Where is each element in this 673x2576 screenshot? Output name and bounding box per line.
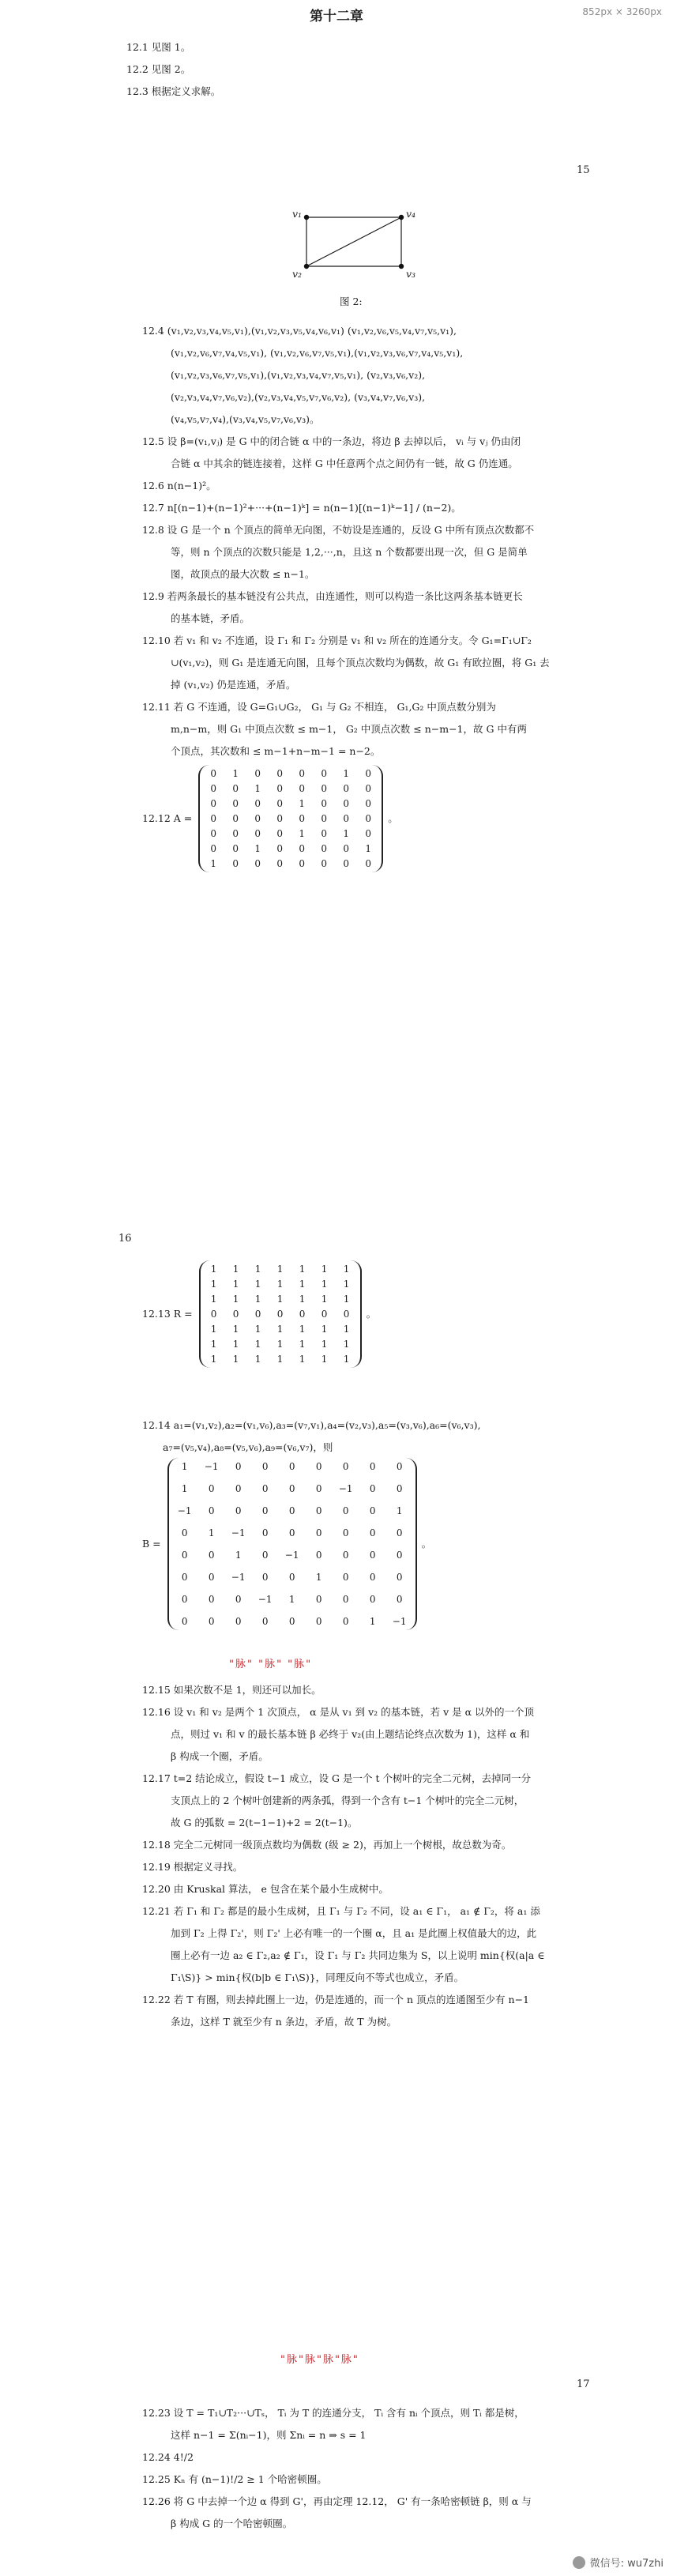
matrix-cell: 0 [261,1616,269,1627]
matrix-cell: 0 [208,1594,215,1605]
answers-block-1 [126,36,616,103]
matrix-cell: −1 [258,1594,273,1605]
matrix-cell: 0 [315,1616,322,1627]
matrix-cell: 0 [396,1527,403,1538]
answer-line: 12.6 n(n−1)²。 [142,480,216,491]
matrix-cell: 1 [343,768,350,779]
answer-line: 12.26 将 G 中去掉一个边 α 得到 G'，再由定理 12.12， G' 有一条哈密顿链 β，则 α 与 [142,2495,532,2507]
matrix-cell: 0 [254,1309,261,1320]
matrix-a-label: 12.12 A = [142,812,193,824]
matrix-cell: 1 [276,1294,284,1305]
matrix-cell: 1 [321,1294,328,1305]
matrix-cell: 1 [181,1461,188,1472]
answer-line: 掉 (v₁,v₂) 仍是连通，矛盾。 [171,679,296,691]
matrix-cell: 1 [210,858,217,869]
matrix-cell: 1 [254,843,261,854]
matrix-cell: 1 [232,768,239,779]
matrix-cell: −1 [177,1505,192,1516]
matrix-cell: 0 [342,1461,349,1472]
matrix-cell: 1 [299,1279,306,1290]
matrix-cell: 0 [315,1594,322,1605]
matrix-cell: 1 [181,1483,188,1494]
vertex-v3 [399,264,404,269]
answer-line: (v₄,v₅,v₇,v₄),(v₃,v₄,v₅,v₇,v₆,v₃)。 [171,413,320,425]
matrix-cell: 1 [315,1572,322,1583]
answer-line: 条边，这样 T 就至少有 n 条边，矛盾，故 T 为树。 [171,2016,397,2028]
matrix-cell: 0 [276,783,284,794]
matrix-cell: 0 [261,1505,269,1516]
matrix-cell: 1 [369,1616,376,1627]
matrix-cell: 1 [343,1339,350,1350]
vertex-v4 [399,215,404,220]
matrix-cell: 0 [343,813,350,824]
answer-line: 12.7 n[(n−1)+(n−1)²+···+(n−1)ᵏ] = n(n−1)[(n−1)ᵏ−1] / (n−2)。 [142,502,461,514]
answer-line: 的基本链，矛盾。 [171,612,250,624]
matrix-cell: 0 [343,783,350,794]
matrix-cell: 0 [321,1309,328,1320]
answer-line: 12.1 见图 1。 [126,41,191,53]
answer-line: 12.24 4!/2 [142,2451,194,2463]
answers-block-2 [142,320,624,763]
label-v1: v₁ [292,208,303,220]
answer-line: a₇=(v₅,v₄),a₈=(v₅,v₆),a₉=(v₆,v₇)，则 [163,1441,333,1453]
matrix-cell: 1 [210,1354,217,1365]
matrix-cell: 1 [299,828,306,839]
matrix-cell: 0 [210,843,217,854]
matrix-cell: 1 [210,1279,217,1290]
matrix-cell: 0 [181,1594,188,1605]
matrix-cell: 0 [210,828,217,839]
matrix-cell: 1 [232,1294,239,1305]
matrix-cell: 0 [288,1572,295,1583]
page-number-17: 17 [577,2378,590,2390]
matrix-cell: 0 [321,858,328,869]
matrix-b [167,1458,417,1630]
matrix-a [198,765,383,872]
matrix-cell: 0 [342,1616,349,1627]
matrix-cell: 1 [299,1339,306,1350]
matrix-cell: 1 [396,1505,403,1516]
matrix-cell: 1 [232,1354,239,1365]
matrix-r-suffix: 。 [366,1308,377,1320]
matrix-cell: −1 [392,1616,407,1627]
answer-line: 12.4 (v₁,v₂,v₃,v₄,v₅,v₁),(v₁,v₂,v₃,v₅,v₄,v₆,v₁) (v₁,v₂,v₆,v₅,v₄,v₇,v₅,v₁), [142,325,457,337]
label-v4: v₄ [406,208,416,220]
matrix-cell: 1 [235,1550,242,1561]
answer-line: 12.21 若 Γ₁ 和 Γ₂ 都是的最小生成树，且 Γ₁ 与 Γ₂ 不同，设 a₁ ∈ Γ₁， a₁ ∉ Γ₂，将 a₁ 添 [142,1905,540,1917]
matrix-cell: 0 [235,1461,242,1472]
matrix-cell: 0 [254,828,261,839]
matrix-cell: 0 [210,798,217,809]
matrix-cell: 0 [299,783,306,794]
matrix-cell: 0 [365,813,372,824]
matrix-cell: −1 [338,1483,353,1494]
matrix-cell: 0 [369,1594,376,1605]
matrix-cell: 0 [235,1594,242,1605]
matrix-cell: 1 [254,1324,261,1335]
matrix-cell: 0 [254,798,261,809]
matrix-cell: 0 [369,1550,376,1561]
matrix-cell: 0 [342,1505,349,1516]
matrix-cell: 0 [321,813,328,824]
matrix-cell: 1 [210,1324,217,1335]
matrix-cell: 1 [321,1324,328,1335]
answers-block-5 [142,2402,624,2535]
matrix-cell: 0 [321,768,328,779]
matrix-cell: 0 [208,1550,215,1561]
matrix-cell: 1 [276,1264,284,1275]
matrix-cell: 1 [321,1339,328,1350]
matrix-cell: 0 [369,1572,376,1583]
matrix-cell: 1 [254,1294,261,1305]
matrix-cell: 0 [208,1616,215,1627]
matrix-cell: 1 [232,1279,239,1290]
matrix-cell: 0 [369,1483,376,1494]
matrix-cell: 1 [343,1324,350,1335]
matrix-cell: 0 [365,783,372,794]
matrix-cell: 0 [276,798,284,809]
matrix-cell: 0 [396,1594,403,1605]
matrix-cell: 0 [232,858,239,869]
matrix-cell: 0 [365,768,372,779]
matrix-b-suffix: 。 [421,1538,432,1550]
answer-line: β 构成 G 的一个哈密顿圈。 [171,2518,293,2529]
matrix-cell: 1 [254,1279,261,1290]
matrix-cell: 0 [254,768,261,779]
matrix-cell: −1 [284,1550,299,1561]
matrix-cell: 0 [254,858,261,869]
answer-line: 12.5 设 β=(v₁,vⱼ) 是 G 中的闭合链 α 中的一条边，将边 β 去掉以后， vᵢ 与 vⱼ 仍由闭 [142,435,521,447]
matrix-cell: 0 [299,813,306,824]
answer-line: 12.17 t=2 结论成立，假设 t−1 成立，设 G 是一个 t 个树叶的完全二元树，去掉同一分 [142,1772,531,1784]
matrix-cell: 0 [261,1550,269,1561]
answer-line: 这样 n−1 = Σ(nᵢ−1)，则 Σnᵢ = n ⇒ s = 1 [171,2429,367,2441]
matrix-cell: 0 [261,1572,269,1583]
answer-line: Γ₁\S)} > min{权(b|b ∈ Γ₁\S)}，同理反向不等式也成立，矛盾。 [171,1972,464,1983]
answer-line: (v₁,v₂,v₆,v₇,v₄,v₅,v₁), (v₁,v₂,v₆,v₇,v₅,v₁),(v₁,v₂,v₃,v₆,v₇,v₄,v₅,v₁), [171,347,464,359]
matrix-cell: 0 [365,798,372,809]
matrix-cell: 0 [342,1550,349,1561]
matrix-cell: 0 [210,813,217,824]
matrix-cell: 1 [276,1324,284,1335]
matrix-cell: 0 [181,1572,188,1583]
matrix-cell: 1 [299,1264,306,1275]
matrix-a-block [142,765,398,872]
red-annotation-marks-row: "脉"脉"脉"脉" [280,2354,359,2366]
watermark-text: 微信号: wu7zhi [589,2558,664,2570]
matrix-cell: 0 [288,1527,295,1538]
matrix-r [199,1260,362,1368]
figure-caption: 图 2: [340,296,363,307]
answer-line: β 构成一个圈，矛盾。 [171,1750,269,1762]
answer-line: 12.3 根据定义求解。 [126,85,221,97]
answer-line: 12.10 若 v₁ 和 v₂ 不连通，设 Γ₁ 和 Γ₂ 分别是 v₁ 和 v₂ 所在的连通分支。令 G₁=Γ₁∪Γ₂ [142,635,532,646]
matrix-cell: 0 [396,1461,403,1472]
matrix-cell: 0 [235,1483,242,1494]
matrix-cell: 0 [276,843,284,854]
matrix-cell: 0 [254,813,261,824]
matrix-cell: 0 [396,1572,403,1583]
matrix-cell: 0 [396,1483,403,1494]
answer-line: 12.9 若两条最长的基本链没有公共点，由连通性，则可以构造一条比这两条基本链更长 [142,590,523,602]
graph-diagram [292,201,419,284]
matrix-cell: 0 [369,1505,376,1516]
matrix-cell: 0 [299,1309,306,1320]
page-number-16: 16 [118,1233,132,1245]
matrix-cell: 0 [261,1461,269,1472]
matrix-cell: 1 [288,1594,295,1605]
chapter-title: 第十二章 [310,9,363,24]
wechat-icon [573,2556,585,2569]
matrix-cell: 1 [343,1279,350,1290]
answer-line: (v₁,v₂,v₃,v₆,v₇,v₅,v₁),(v₁,v₂,v₃,v₄,v₇,v₅,v₁), (v₂,v₃,v₆,v₂), [171,369,426,381]
matrix-cell: 0 [276,858,284,869]
matrix-cell: 0 [261,1483,269,1494]
matrix-cell: 0 [181,1550,188,1561]
matrix-r-block [142,1260,376,1368]
answer-line: 支顶点上的 2 个树叶创建新的两条弧，得到一个含有 t−1 个树叶的完全二元树， [171,1795,524,1806]
answer-line: 合链 α 中其余的链连接着，这样 G 中任意两个点之间仍有一链，故 G 仍连通。 [171,458,518,469]
matrix-cell: 1 [210,1264,217,1275]
answer-line: (v₂,v₃,v₄,v₇,v₆,v₂),(v₂,v₃,v₄,v₅,v₇,v₆,v₂), (v₃,v₄,v₇,v₆,v₃), [171,391,426,403]
matrix-cell: 0 [288,1616,295,1627]
page-number-15: 15 [577,164,590,176]
matrix-cell: 0 [343,858,350,869]
matrix-cell: 0 [181,1616,188,1627]
matrix-cell: 0 [208,1572,215,1583]
answers-block-4 [142,1679,624,2033]
matrix-cell: 0 [299,843,306,854]
answer-line: 图，故顶点的最大次数 ≤ n−1。 [171,568,315,580]
answer-line: 12.18 完全二元树同一级顶点数均为偶数 (级 ≥ 2)，再加上一个树根，故总数为奇。 [142,1839,512,1851]
matrix-cell: 1 [343,1294,350,1305]
matrix-cell: 0 [299,768,306,779]
answer-line: 点，则过 v₁ 和 v 的最长基本链 β 必终于 v₂(由上题结论终点次数为 1)，这样 α 和 [171,1728,530,1740]
label-v2: v₂ [292,268,303,280]
edge-v2-v4 [306,217,401,266]
matrix-cell: 1 [254,1264,261,1275]
matrix-cell: 0 [369,1461,376,1472]
vertex-v2 [304,264,309,269]
matrix-cell: 0 [232,783,239,794]
matrix-cell: 0 [369,1527,376,1538]
matrix-cell: 0 [343,843,350,854]
matrix-cell: −1 [231,1527,246,1538]
answer-line: 12.22 若 T 有圈，则去掉此圈上一边，仍是连通的，而一个 n 顶点的连通图至少有 n−1 [142,1994,529,2005]
matrix-cell: 0 [315,1461,322,1472]
answers-block-3 [142,1414,624,1459]
matrix-cell: 1 [254,1354,261,1365]
matrix-cell: 0 [276,768,284,779]
matrix-cell: 1 [343,828,350,839]
matrix-cell: 0 [365,828,372,839]
matrix-cell: 0 [232,798,239,809]
answer-line: 加到 Γ₂ 上得 Γ₂'，则 Γ₂' 上必有唯一的一个圈 α，且 a₁ 是此圈上权值最大的边，此 [171,1927,537,1939]
matrix-cell: 0 [321,828,328,839]
matrix-cell: 0 [321,783,328,794]
answer-line: ∪(v₁,v₂)，则 G₁ 是连通无向图，且每个顶点次数均为偶数，故 G₁ 有欧拉圈，将 G₁ 去 [171,657,550,668]
answer-line: 12.16 设 v₁ 和 v₂ 是两个 1 次顶点， α 是从 v₁ 到 v₂ 的基本链，若 v 是 α 以外的一个顶 [142,1706,535,1718]
matrix-cell: 1 [254,1339,261,1350]
answer-line: m,n−m，则 G₁ 中顶点次数 ≤ m−1， G₂ 中顶点次数 ≤ n−m−1，故 G 中有两 [171,723,527,735]
matrix-cell: −1 [204,1461,219,1472]
matrix-b-label: B = [142,1538,161,1550]
matrix-cell: 0 [210,783,217,794]
matrix-a-suffix: 。 [388,812,398,824]
size-label: 852px × 3260px [582,6,662,17]
matrix-cell: 1 [343,1264,350,1275]
matrix-cell: 0 [343,798,350,809]
matrix-r-label: 12.13 R = [142,1308,193,1320]
matrix-cell: −1 [231,1572,246,1583]
matrix-cell: 1 [299,1324,306,1335]
answer-line: 12.20 由 Kruskal 算法， e 包含在某个最小生成树中。 [142,1883,389,1895]
matrix-cell: 1 [208,1527,215,1538]
matrix-cell: 0 [261,1527,269,1538]
matrix-cell: 0 [232,843,239,854]
matrix-cell: 0 [232,813,239,824]
matrix-cell: 0 [210,1309,217,1320]
matrix-cell: 0 [396,1550,403,1561]
matrix-cell: 0 [315,1550,322,1561]
matrix-cell: 0 [181,1527,188,1538]
answer-line: 圈上必有一边 a₂ ∈ Γ₂,a₂ ∉ Γ₁，设 Γ₁ 与 Γ₂ 共同边集为 S，以上说明 min{权(a|a ∈ [171,1949,545,1961]
matrix-cell: 0 [232,828,239,839]
matrix-cell: 0 [321,798,328,809]
matrix-cell: 0 [342,1527,349,1538]
matrix-cell: 0 [315,1527,322,1538]
matrix-cell: 1 [210,1294,217,1305]
matrix-cell: 0 [299,858,306,869]
matrix-cell: 0 [235,1616,242,1627]
matrix-cell: 1 [276,1279,284,1290]
answer-line: 12.2 见图 2。 [126,63,191,75]
answer-line: 故 G 的弧数 = 2(t−1−1)+2 = 2(t−1)。 [171,1817,358,1828]
matrix-cell: 0 [235,1505,242,1516]
matrix-cell: 0 [288,1461,295,1472]
answer-line: 12.19 根据定义寻找。 [142,1861,243,1873]
matrix-cell: 0 [288,1483,295,1494]
matrix-cell: 0 [276,828,284,839]
matrix-cell: 0 [343,1309,350,1320]
answer-line: 12.8 设 G 是一个 n 个顶点的简单无向图，不妨设是连通的，反设 G 中所有顶点次数都不 [142,524,535,536]
matrix-cell: 0 [208,1505,215,1516]
matrix-cell: 1 [232,1339,239,1350]
matrix-cell: 1 [299,1354,306,1365]
matrix-cell: 1 [254,783,261,794]
matrix-cell: 1 [343,1354,350,1365]
matrix-cell: 1 [299,1294,306,1305]
matrix-cell: 0 [276,1309,284,1320]
graph-figure [292,201,419,284]
answer-line: 12.25 Kₙ 有 (n−1)!/2 ≥ 1 个哈密顿圈。 [142,2473,327,2485]
matrix-cell: 0 [232,1309,239,1320]
matrix-cell: 1 [321,1264,328,1275]
matrix-cell: 0 [276,813,284,824]
matrix-b-block [142,1458,431,1630]
answer-line: 12.23 设 T = T₁∪T₂···∪Tₛ， Tᵢ 为 T 的连通分支， Tᵢ 含有 nᵢ 个顶点，则 Tᵢ 都是树， [142,2407,524,2419]
matrix-cell: 1 [321,1279,328,1290]
matrix-cell: 0 [208,1483,215,1494]
label-v3: v₃ [406,268,416,280]
matrix-cell: 1 [232,1264,239,1275]
matrix-cell: 0 [288,1505,295,1516]
answer-line: 个顶点，其次数和 ≤ m−1+n−m−1 = n−2。 [171,745,381,757]
answer-line: 12.15 如果次数不是 1，则还可以加长。 [142,1684,321,1696]
matrix-cell: 1 [365,843,372,854]
answer-line: 12.14 a₁=(v₁,v₂),a₂=(v₁,v₆),a₃=(v₇,v₁),a₄=(v₂,v₃),a₅=(v₃,v₆),a₆=(v₆,v₃), [142,1419,481,1431]
matrix-cell: 0 [210,768,217,779]
matrix-cell: 1 [232,1324,239,1335]
matrix-cell: 1 [299,798,306,809]
matrix-cell: 0 [321,843,328,854]
matrix-cell: 0 [315,1483,322,1494]
wechat-watermark [573,2555,664,2570]
matrix-cell: 0 [342,1572,349,1583]
matrix-cell: 0 [365,858,372,869]
matrix-cell: 1 [321,1354,328,1365]
red-annotation-marks: "脉" "脉" "脉" [229,1659,313,1670]
matrix-cell: 1 [276,1339,284,1350]
answer-line: 等，则 n 个顶点的次数只能是 1,2,···,n，且这 n 个数都要出现一次，但 G 是简单 [171,546,528,558]
matrix-cell: 1 [276,1354,284,1365]
matrix-cell: 0 [342,1594,349,1605]
answer-line: 12.11 若 G 不连通，设 G=G₁∪G₂， G₁ 与 G₂ 不相连， G₁,G₂ 中顶点数分别为 [142,701,496,713]
vertex-v1 [304,215,309,220]
matrix-cell: 0 [315,1505,322,1516]
matrix-cell: 1 [210,1339,217,1350]
